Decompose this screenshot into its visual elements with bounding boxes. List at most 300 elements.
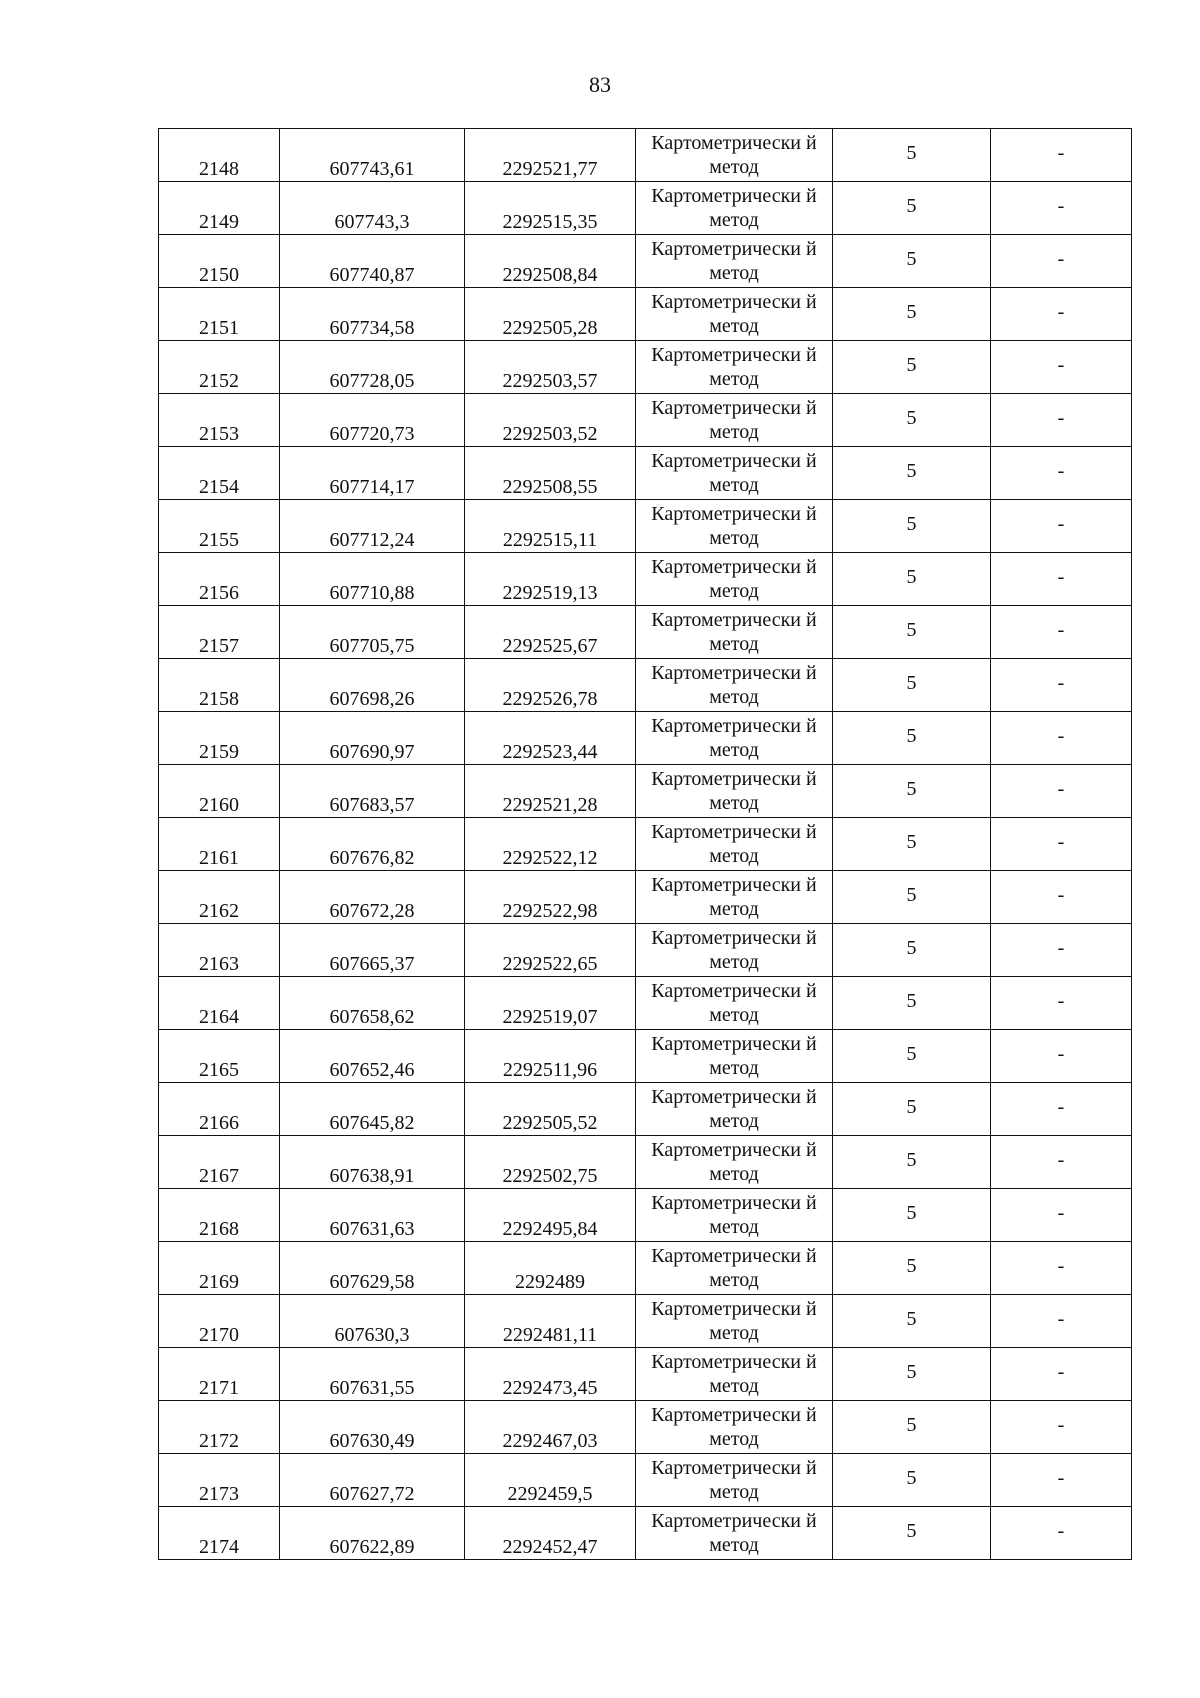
point-number-cell xyxy=(159,129,280,182)
accuracy-cell xyxy=(833,394,991,447)
y-coordinate-text: 2292495,84 xyxy=(502,1218,598,1240)
x-coordinate-cell xyxy=(280,394,465,447)
note-cell xyxy=(991,606,1132,659)
y-coordinate-cell xyxy=(465,659,636,712)
point-number-cell xyxy=(159,1401,280,1454)
x-coordinate-cell xyxy=(280,659,465,712)
x-coordinate-cell xyxy=(280,500,465,553)
table-row xyxy=(159,1030,1132,1083)
y-coordinate-cell xyxy=(465,1348,636,1401)
note-cell xyxy=(991,1454,1132,1507)
x-coordinate-text: 607665,37 xyxy=(329,953,415,975)
y-coordinate-text: 2292523,44 xyxy=(502,741,598,763)
method-cell xyxy=(636,129,833,182)
y-coordinate-cell xyxy=(465,500,636,553)
x-coordinate-text: 607705,75 xyxy=(329,635,415,657)
x-coordinate-text: 607740,87 xyxy=(329,264,415,286)
y-coordinate-text: 2292515,35 xyxy=(502,211,598,233)
note-text: - xyxy=(1057,725,1065,747)
accuracy-text: 5 xyxy=(906,1202,917,1224)
y-coordinate-text: 2292508,84 xyxy=(502,264,598,286)
y-coordinate-text: 2292521,77 xyxy=(502,158,598,180)
note-cell xyxy=(991,394,1132,447)
point-number-cell xyxy=(159,1454,280,1507)
y-coordinate-text: 2292519,13 xyxy=(502,582,598,604)
x-coordinate-text: 607631,55 xyxy=(329,1377,415,1399)
method-text: Картометрически й метод xyxy=(651,238,817,284)
note-text: - xyxy=(1057,672,1065,694)
note-cell xyxy=(991,1242,1132,1295)
accuracy-cell xyxy=(833,1189,991,1242)
note-text: - xyxy=(1057,301,1065,323)
y-coordinate-cell xyxy=(465,1295,636,1348)
note-text: - xyxy=(1057,407,1065,429)
method-text: Картометрически й метод xyxy=(651,450,817,496)
table-row xyxy=(159,500,1132,553)
method-text: Картометрически й метод xyxy=(651,185,817,231)
table-row xyxy=(159,1295,1132,1348)
point-number-text: 2171 xyxy=(199,1377,239,1399)
note-cell xyxy=(991,765,1132,818)
note-cell xyxy=(991,977,1132,1030)
method-text: Картометрически й метод xyxy=(651,1298,817,1344)
x-coordinate-cell xyxy=(280,1136,465,1189)
method-cell xyxy=(636,659,833,712)
x-coordinate-cell xyxy=(280,1348,465,1401)
method-text: Картометрически й метод xyxy=(651,1139,817,1185)
accuracy-text: 5 xyxy=(906,407,917,429)
x-coordinate-text: 607690,97 xyxy=(329,741,415,763)
y-coordinate-text: 2292473,45 xyxy=(502,1377,598,1399)
point-number-cell xyxy=(159,1030,280,1083)
table-row xyxy=(159,341,1132,394)
accuracy-cell xyxy=(833,659,991,712)
note-text: - xyxy=(1057,1414,1065,1436)
note-cell xyxy=(991,129,1132,182)
table-row xyxy=(159,1189,1132,1242)
x-coordinate-cell xyxy=(280,606,465,659)
x-coordinate-text: 607743,3 xyxy=(334,211,410,233)
accuracy-cell xyxy=(833,1030,991,1083)
y-coordinate-text: 2292522,12 xyxy=(502,847,598,869)
y-coordinate-text: 2292503,57 xyxy=(502,370,598,392)
method-cell xyxy=(636,1136,833,1189)
y-coordinate-text: 2292452,47 xyxy=(502,1536,598,1558)
x-coordinate-text: 607676,82 xyxy=(329,847,415,869)
page-number: 83 xyxy=(589,72,611,97)
note-text: - xyxy=(1057,990,1065,1012)
x-coordinate-cell xyxy=(280,1454,465,1507)
accuracy-cell xyxy=(833,765,991,818)
method-text: Картометрически й метод xyxy=(651,1192,817,1238)
table-row xyxy=(159,129,1132,182)
y-coordinate-text: 2292519,07 xyxy=(502,1006,598,1028)
accuracy-text: 5 xyxy=(906,142,917,164)
y-coordinate-cell xyxy=(465,129,636,182)
x-coordinate-text: 607698,26 xyxy=(329,688,415,710)
accuracy-text: 5 xyxy=(906,1361,917,1383)
table-row xyxy=(159,1242,1132,1295)
y-coordinate-text: 2292521,28 xyxy=(502,794,598,816)
note-cell xyxy=(991,447,1132,500)
accuracy-text: 5 xyxy=(906,195,917,217)
note-cell xyxy=(991,659,1132,712)
method-cell xyxy=(636,553,833,606)
accuracy-cell xyxy=(833,553,991,606)
x-coordinate-cell xyxy=(280,712,465,765)
x-coordinate-cell xyxy=(280,288,465,341)
method-text: Картометрически й метод xyxy=(651,1245,817,1291)
y-coordinate-cell xyxy=(465,818,636,871)
method-cell xyxy=(636,818,833,871)
point-number-text: 2170 xyxy=(199,1324,239,1346)
accuracy-cell xyxy=(833,500,991,553)
table-row xyxy=(159,871,1132,924)
x-coordinate-cell xyxy=(280,977,465,1030)
note-text: - xyxy=(1057,1096,1065,1118)
method-text: Картометрически й метод xyxy=(651,556,817,602)
method-cell xyxy=(636,1030,833,1083)
x-coordinate-cell xyxy=(280,182,465,235)
point-number-cell xyxy=(159,818,280,871)
x-coordinate-cell xyxy=(280,1401,465,1454)
note-text: - xyxy=(1057,1043,1065,1065)
method-cell xyxy=(636,1295,833,1348)
point-number-text: 2160 xyxy=(199,794,239,816)
method-cell xyxy=(636,341,833,394)
table-row xyxy=(159,235,1132,288)
method-cell xyxy=(636,712,833,765)
note-text: - xyxy=(1057,1520,1065,1542)
x-coordinate-cell xyxy=(280,341,465,394)
note-cell xyxy=(991,1030,1132,1083)
y-coordinate-cell xyxy=(465,1136,636,1189)
y-coordinate-cell xyxy=(465,447,636,500)
note-text: - xyxy=(1057,1202,1065,1224)
point-number-cell xyxy=(159,500,280,553)
note-text: - xyxy=(1057,1361,1065,1383)
x-coordinate-text: 607627,72 xyxy=(329,1483,415,1505)
method-text: Картометрически й метод xyxy=(651,821,817,867)
method-text: Картометрически й метод xyxy=(651,344,817,390)
accuracy-text: 5 xyxy=(906,1414,917,1436)
y-coordinate-cell xyxy=(465,977,636,1030)
table-row xyxy=(159,712,1132,765)
note-cell xyxy=(991,500,1132,553)
method-cell xyxy=(636,606,833,659)
point-number-cell xyxy=(159,977,280,1030)
note-cell xyxy=(991,1348,1132,1401)
x-coordinate-text: 607720,73 xyxy=(329,423,415,445)
accuracy-cell xyxy=(833,1295,991,1348)
y-coordinate-text: 2292489 xyxy=(515,1271,585,1293)
x-coordinate-cell xyxy=(280,871,465,924)
note-cell xyxy=(991,1136,1132,1189)
point-number-text: 2154 xyxy=(199,476,239,498)
table-row xyxy=(159,1401,1132,1454)
accuracy-text: 5 xyxy=(906,301,917,323)
accuracy-cell xyxy=(833,1507,991,1560)
note-cell xyxy=(991,871,1132,924)
y-coordinate-text: 2292505,28 xyxy=(502,317,598,339)
method-cell xyxy=(636,447,833,500)
y-coordinate-text: 2292515,11 xyxy=(502,529,598,551)
note-text: - xyxy=(1057,831,1065,853)
x-coordinate-text: 607683,57 xyxy=(329,794,415,816)
x-coordinate-cell xyxy=(280,765,465,818)
note-cell xyxy=(991,341,1132,394)
y-coordinate-text: 2292505,52 xyxy=(502,1112,598,1134)
table-row xyxy=(159,924,1132,977)
accuracy-text: 5 xyxy=(906,937,917,959)
note-text: - xyxy=(1057,1467,1065,1489)
point-number-cell xyxy=(159,765,280,818)
accuracy-text: 5 xyxy=(906,566,917,588)
point-number-text: 2159 xyxy=(199,741,239,763)
method-cell xyxy=(636,1348,833,1401)
point-number-cell xyxy=(159,712,280,765)
method-cell xyxy=(636,288,833,341)
x-coordinate-text: 607734,58 xyxy=(329,317,415,339)
y-coordinate-text: 2292467,03 xyxy=(502,1430,598,1452)
x-coordinate-text: 607652,46 xyxy=(329,1059,415,1081)
table-row xyxy=(159,606,1132,659)
y-coordinate-cell xyxy=(465,394,636,447)
accuracy-cell xyxy=(833,1348,991,1401)
point-number-text: 2153 xyxy=(199,423,239,445)
note-cell xyxy=(991,553,1132,606)
y-coordinate-text: 2292481,11 xyxy=(502,1324,598,1346)
table-row xyxy=(159,1507,1132,1560)
x-coordinate-text: 607631,63 xyxy=(329,1218,415,1240)
method-text: Картометрически й метод xyxy=(651,715,817,761)
accuracy-cell xyxy=(833,129,991,182)
point-number-text: 2151 xyxy=(199,317,239,339)
point-number-text: 2168 xyxy=(199,1218,239,1240)
x-coordinate-cell xyxy=(280,1507,465,1560)
accuracy-text: 5 xyxy=(906,831,917,853)
accuracy-cell xyxy=(833,977,991,1030)
note-text: - xyxy=(1057,619,1065,641)
y-coordinate-cell xyxy=(465,1454,636,1507)
y-coordinate-text: 2292511,96 xyxy=(502,1059,598,1081)
method-text: Картометрически й метод xyxy=(651,291,817,337)
y-coordinate-text: 2292522,98 xyxy=(502,900,598,922)
accuracy-text: 5 xyxy=(906,884,917,906)
note-cell xyxy=(991,924,1132,977)
accuracy-text: 5 xyxy=(906,460,917,482)
note-cell xyxy=(991,1083,1132,1136)
accuracy-text: 5 xyxy=(906,1255,917,1277)
y-coordinate-cell xyxy=(465,871,636,924)
point-number-cell xyxy=(159,871,280,924)
accuracy-text: 5 xyxy=(906,778,917,800)
point-number-cell xyxy=(159,341,280,394)
point-number-text: 2157 xyxy=(199,635,239,657)
table-row xyxy=(159,288,1132,341)
x-coordinate-text: 607714,17 xyxy=(329,476,415,498)
method-cell xyxy=(636,977,833,1030)
note-text: - xyxy=(1057,1255,1065,1277)
accuracy-text: 5 xyxy=(906,1043,917,1065)
point-number-text: 2152 xyxy=(199,370,239,392)
note-text: - xyxy=(1057,142,1065,164)
x-coordinate-cell xyxy=(280,553,465,606)
point-number-cell xyxy=(159,1083,280,1136)
accuracy-text: 5 xyxy=(906,248,917,270)
accuracy-cell xyxy=(833,871,991,924)
x-coordinate-text: 607728,05 xyxy=(329,370,415,392)
table-row xyxy=(159,659,1132,712)
method-cell xyxy=(636,1454,833,1507)
point-number-text: 2158 xyxy=(199,688,239,710)
x-coordinate-text: 607630,3 xyxy=(334,1324,410,1346)
point-number-text: 2162 xyxy=(199,900,239,922)
note-cell xyxy=(991,1507,1132,1560)
x-coordinate-cell xyxy=(280,447,465,500)
x-coordinate-text: 607629,58 xyxy=(329,1271,415,1293)
accuracy-text: 5 xyxy=(906,672,917,694)
x-coordinate-text: 607622,89 xyxy=(329,1536,415,1558)
y-coordinate-cell xyxy=(465,1189,636,1242)
accuracy-cell xyxy=(833,447,991,500)
method-cell xyxy=(636,1242,833,1295)
method-cell xyxy=(636,765,833,818)
method-text: Картометрически й метод xyxy=(651,768,817,814)
note-cell xyxy=(991,1401,1132,1454)
y-coordinate-cell xyxy=(465,235,636,288)
x-coordinate-cell xyxy=(280,1030,465,1083)
accuracy-cell xyxy=(833,1242,991,1295)
x-coordinate-text: 607743,61 xyxy=(329,158,415,180)
point-number-text: 2173 xyxy=(199,1483,239,1505)
method-cell xyxy=(636,1401,833,1454)
y-coordinate-cell xyxy=(465,553,636,606)
note-cell xyxy=(991,1189,1132,1242)
note-cell xyxy=(991,288,1132,341)
note-text: - xyxy=(1057,937,1065,959)
x-coordinate-text: 607672,28 xyxy=(329,900,415,922)
method-text: Картометрически й метод xyxy=(651,1351,817,1397)
note-cell xyxy=(991,182,1132,235)
point-number-text: 2149 xyxy=(199,211,239,233)
note-text: - xyxy=(1057,248,1065,270)
point-number-text: 2169 xyxy=(199,1271,239,1293)
y-coordinate-text: 2292503,52 xyxy=(502,423,598,445)
accuracy-text: 5 xyxy=(906,1308,917,1330)
note-text: - xyxy=(1057,513,1065,535)
y-coordinate-cell xyxy=(465,1083,636,1136)
method-text: Картометрически й метод xyxy=(651,927,817,973)
y-coordinate-cell xyxy=(465,288,636,341)
note-text: - xyxy=(1057,566,1065,588)
point-number-cell xyxy=(159,235,280,288)
method-cell xyxy=(636,1507,833,1560)
point-number-text: 2155 xyxy=(199,529,239,551)
y-coordinate-cell xyxy=(465,606,636,659)
x-coordinate-cell xyxy=(280,235,465,288)
point-number-cell xyxy=(159,1242,280,1295)
table-row xyxy=(159,182,1132,235)
point-number-text: 2164 xyxy=(199,1006,239,1028)
accuracy-text: 5 xyxy=(906,1149,917,1171)
table-row xyxy=(159,765,1132,818)
point-number-cell xyxy=(159,1136,280,1189)
coordinates-table xyxy=(158,128,1132,1560)
note-cell xyxy=(991,235,1132,288)
point-number-cell xyxy=(159,1189,280,1242)
method-text: Картометрически й метод xyxy=(651,503,817,549)
table-row xyxy=(159,1454,1132,1507)
accuracy-cell xyxy=(833,1083,991,1136)
method-text: Картометрически й метод xyxy=(651,1457,817,1503)
method-text: Картометрически й метод xyxy=(651,1510,817,1556)
method-cell xyxy=(636,1189,833,1242)
method-text: Картометрически й метод xyxy=(651,1404,817,1450)
point-number-text: 2150 xyxy=(199,264,239,286)
point-number-cell xyxy=(159,606,280,659)
method-cell xyxy=(636,1083,833,1136)
accuracy-cell xyxy=(833,712,991,765)
note-text: - xyxy=(1057,460,1065,482)
accuracy-text: 5 xyxy=(906,354,917,376)
x-coordinate-text: 607658,62 xyxy=(329,1006,415,1028)
point-number-text: 2167 xyxy=(199,1165,239,1187)
point-number-text: 2172 xyxy=(199,1430,239,1452)
table-row xyxy=(159,447,1132,500)
note-text: - xyxy=(1057,884,1065,906)
y-coordinate-cell xyxy=(465,924,636,977)
accuracy-text: 5 xyxy=(906,725,917,747)
accuracy-text: 5 xyxy=(906,1096,917,1118)
method-cell xyxy=(636,924,833,977)
note-text: - xyxy=(1057,1149,1065,1171)
y-coordinate-text: 2292459,5 xyxy=(507,1483,593,1505)
point-number-cell xyxy=(159,288,280,341)
point-number-text: 2174 xyxy=(199,1536,239,1558)
accuracy-cell xyxy=(833,606,991,659)
x-coordinate-cell xyxy=(280,924,465,977)
note-text: - xyxy=(1057,1308,1065,1330)
x-coordinate-cell xyxy=(280,818,465,871)
accuracy-cell xyxy=(833,288,991,341)
y-coordinate-text: 2292522,65 xyxy=(502,953,598,975)
accuracy-cell xyxy=(833,1454,991,1507)
coordinates-table-body xyxy=(159,129,1132,1560)
accuracy-cell xyxy=(833,818,991,871)
table-row xyxy=(159,977,1132,1030)
table-row xyxy=(159,553,1132,606)
accuracy-text: 5 xyxy=(906,990,917,1012)
method-cell xyxy=(636,394,833,447)
point-number-text: 2156 xyxy=(199,582,239,604)
point-number-cell xyxy=(159,182,280,235)
accuracy-cell xyxy=(833,1136,991,1189)
y-coordinate-text: 2292525,67 xyxy=(502,635,598,657)
y-coordinate-cell xyxy=(465,765,636,818)
y-coordinate-cell xyxy=(465,1242,636,1295)
y-coordinate-text: 2292508,55 xyxy=(502,476,598,498)
method-text: Картометрически й метод xyxy=(651,874,817,920)
point-number-cell xyxy=(159,553,280,606)
x-coordinate-cell xyxy=(280,1295,465,1348)
y-coordinate-cell xyxy=(465,341,636,394)
note-cell xyxy=(991,712,1132,765)
method-text: Картометрически й метод xyxy=(651,132,817,178)
accuracy-text: 5 xyxy=(906,1520,917,1542)
note-text: - xyxy=(1057,778,1065,800)
method-cell xyxy=(636,235,833,288)
